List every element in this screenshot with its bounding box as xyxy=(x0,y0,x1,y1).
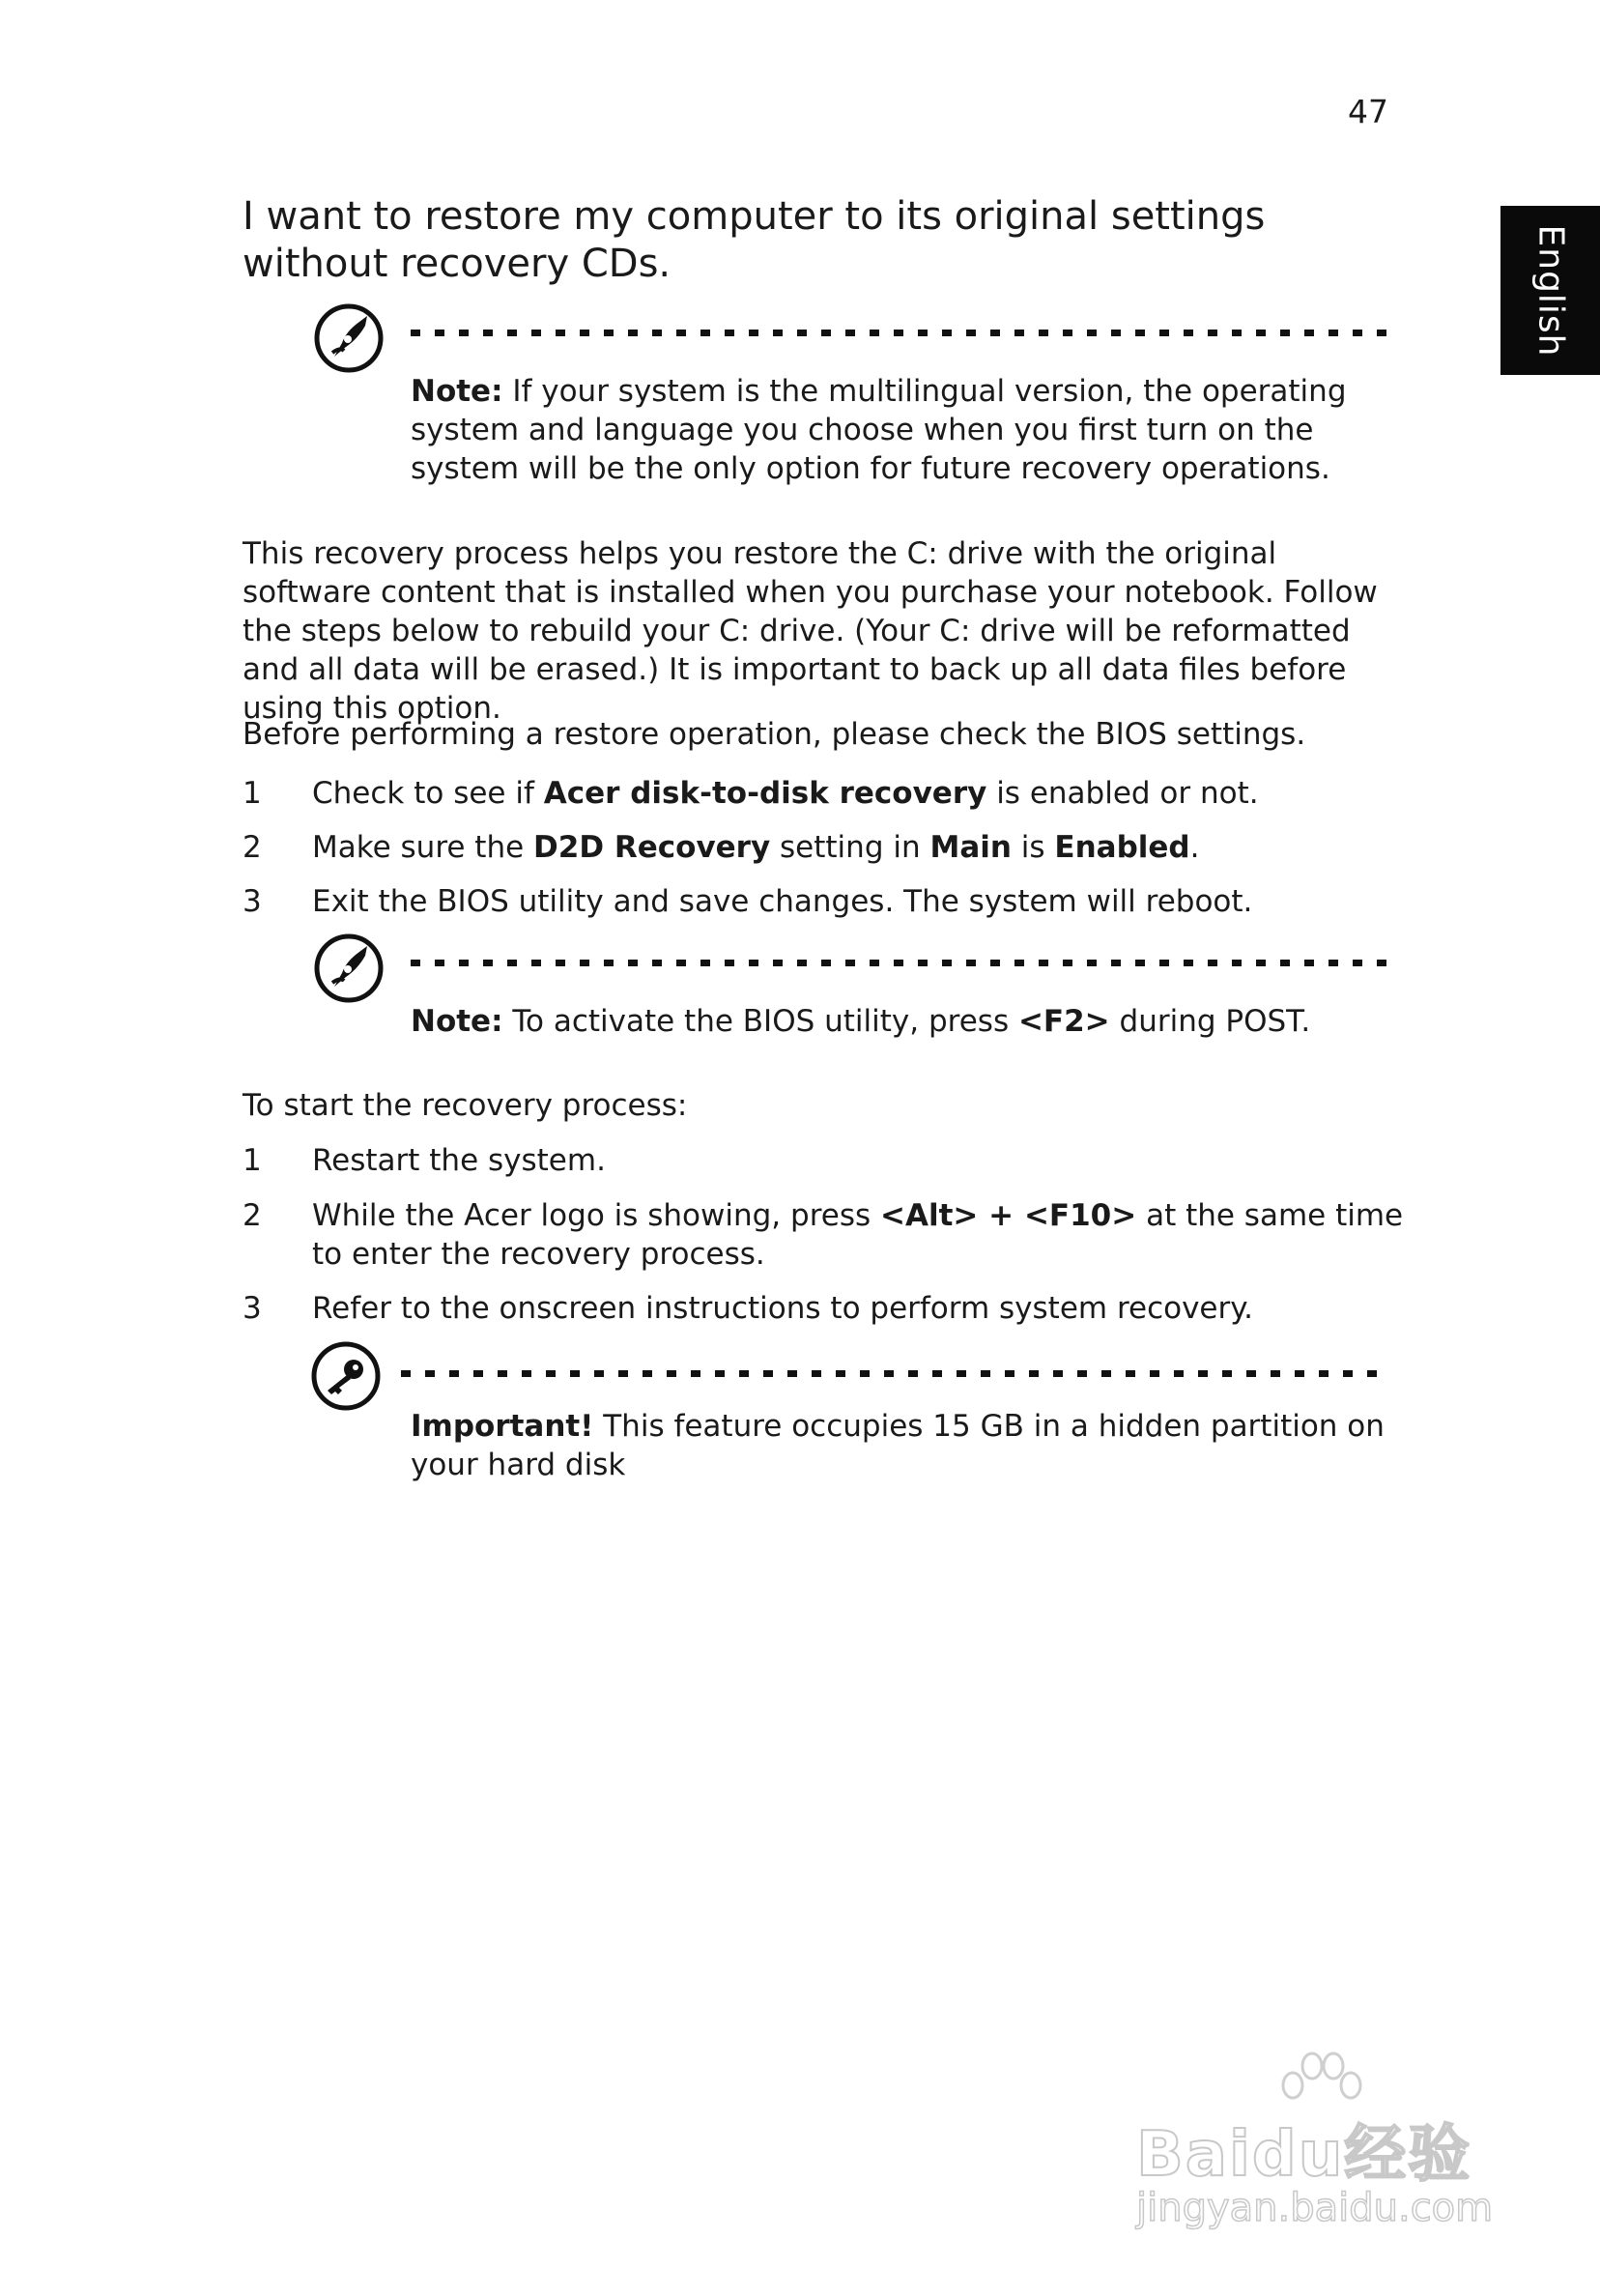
step-text: is enabled or not. xyxy=(986,776,1259,811)
step-bold: D2D Recovery xyxy=(533,830,771,865)
language-tab xyxy=(1500,206,1600,375)
important-divider xyxy=(401,1370,1388,1377)
note-label: Note: xyxy=(411,1004,503,1039)
section-heading: I want to restore my computer to its original settings without recovery CDs. xyxy=(243,194,1266,286)
language-tab-label: English xyxy=(1530,224,1570,357)
intro-paragraph: This recovery process helps you restore the C: drive with the original software content that is installed when you purchase your notebook. Follow the steps below to rebuild your C: drive. (Your C: drive will be reformatted and all data will be erased.) It is important to back up all data files before using this option. xyxy=(243,536,1378,726)
step-bold: <Alt> + <F10> xyxy=(880,1198,1137,1233)
page-number: 47 xyxy=(1348,93,1388,130)
important-text xyxy=(411,1407,1396,1484)
pen-note-icon xyxy=(313,302,385,374)
pen-note-icon xyxy=(313,933,385,1004)
step-text: Restart the system. xyxy=(312,1143,606,1178)
step-text: While the Acer logo is showing, press xyxy=(312,1198,880,1233)
step-text: Refer to the onscreen instructions to perform system recovery. xyxy=(312,1291,1254,1326)
important-label: Important! xyxy=(411,1409,594,1444)
step-number: 2 xyxy=(243,1198,262,1233)
before-paragraph: Before performing a restore operation, please check the BIOS settings. xyxy=(243,717,1306,752)
step-bold: Enabled xyxy=(1054,830,1190,865)
step-text: Make sure the xyxy=(312,830,534,865)
note-text xyxy=(411,1002,1396,1041)
note-key: <F2> xyxy=(1017,1004,1110,1039)
note-label: Note: xyxy=(411,374,503,409)
step-number: 1 xyxy=(243,776,262,811)
note-text xyxy=(411,372,1396,488)
important-body: This feature occupies 15 GB in a hidden partition on your hard disk xyxy=(411,1409,1385,1482)
step-text: . xyxy=(1189,830,1200,865)
start-paragraph: To start the recovery process: xyxy=(243,1088,688,1123)
step-number: 2 xyxy=(243,830,262,865)
note-body: To activate the BIOS utility, press xyxy=(502,1004,1018,1039)
note-divider xyxy=(411,330,1388,336)
key-important-icon xyxy=(310,1340,382,1412)
watermark-title: Baidu经验 xyxy=(1136,2119,1472,2191)
step-text: is xyxy=(1011,830,1055,865)
step-number: 1 xyxy=(243,1143,262,1178)
step-number: 3 xyxy=(243,884,262,919)
note-body: If your system is the multilingual version, the operating system and language you choose when you first turn on the system will be the only option for future recovery operations. xyxy=(411,374,1347,486)
baidu-watermark xyxy=(1129,2049,1505,2242)
step-bold: Acer disk-to-disk recovery xyxy=(543,776,987,811)
note-body: during POST. xyxy=(1109,1004,1311,1039)
step-text: at the same time to enter the recovery process. xyxy=(312,1198,1404,1272)
step-text: setting in xyxy=(770,830,930,865)
step-text: Exit the BIOS utility and save changes. The system will reboot. xyxy=(312,884,1253,919)
step-text: Check to see if xyxy=(312,776,544,811)
step-bold: Main xyxy=(929,830,1012,865)
note-divider xyxy=(411,960,1388,966)
step-number: 3 xyxy=(243,1291,262,1326)
watermark-url: jingyan.baidu.com xyxy=(1136,2186,1494,2230)
